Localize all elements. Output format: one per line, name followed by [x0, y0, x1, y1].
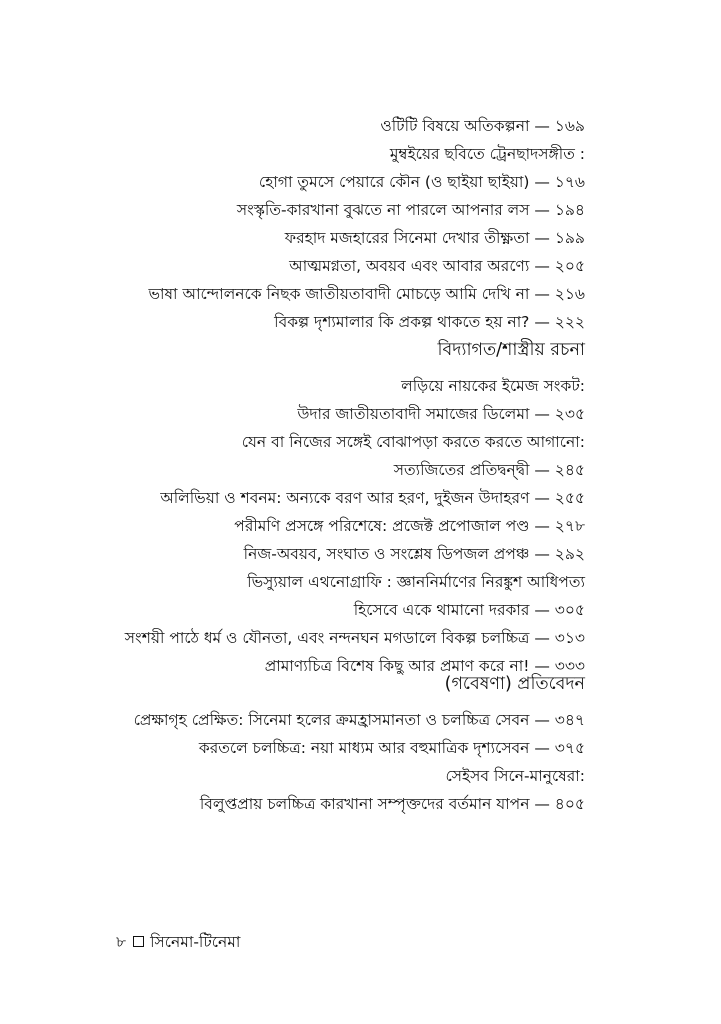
toc-entry: নিজ-অবয়ব, সংঘাত ও সংশ্লেষ ডিপজল প্রপঞ্চ — ২৯২	[243, 545, 585, 563]
toc-entry: ওটিটি বিষয়ে অতিকল্পনা — ১৬৯	[380, 117, 585, 135]
toc-entry: সংশয়ী পাঠে ধর্ম ও যৌনতা, এবং নন্দনঘন মগডালে বিকল্প চলচ্চিত্র — ৩১৩	[124, 629, 585, 647]
toc-entry: ভাষা আন্দোলনকে নিছক জাতীয়তাবাদী মোচড়ে আমি দেখি না — ২১৬	[148, 285, 585, 303]
toc-section-essays	[148, 112, 585, 336]
toc-section-research	[134, 706, 585, 818]
toc-entry: লড়িয়ে নায়কের ইমেজ সংকট:	[401, 377, 585, 395]
toc-entry: সত্যজিতের প্রতিদ্বন্দ্বী — ২৪৫	[393, 461, 585, 479]
toc-entry: করতলে চলচ্চিত্র: নয়া মাধ্যম আর বহুমাত্রিক দৃশ্যসেবন — ৩৭৫	[198, 739, 585, 757]
toc-entry: সেইসব সিনে-মানুষেরা:	[445, 767, 585, 785]
toc-entry: ভিস্যুয়াল এথনোগ্রাফি : জ্ঞাননির্মাণের নিরঙ্কুশ আধিপত্য	[247, 573, 585, 591]
toc-entry: বিকল্প দৃশ্যমালার কি প্রকল্প থাকতে হয় না? — ২২২	[274, 313, 585, 331]
toc-entry: উদার জাতীয়তাবাদী সমাজের ডিলেমা — ২৩৫	[297, 405, 585, 423]
toc-entry: প্রামাণ্যচিত্র বিশেষ কিছু আর প্রমাণ করে না! — ৩৩৩	[264, 657, 585, 675]
section-heading-research: (গবেষণা) প্রতিবেদন	[444, 674, 585, 694]
toc-entry: মুম্বইয়ের ছবিতে ট্রেনছাদসঙ্গীত :	[389, 145, 585, 163]
toc-entry: ফরহাদ মজহারের সিনেমা দেখার তীক্ষ্ণতা — ১৯৯	[284, 229, 585, 247]
page-footer	[116, 930, 240, 954]
square-icon	[133, 936, 144, 947]
toc-entry: অলিভিয়া ও শবনম: অন্যকে বরণ আর হরণ, দুইজন উদাহরণ — ২৫৫	[160, 489, 585, 507]
toc-entry: পরীমণি প্রসঙ্গে পরিশেষে: প্রজেক্ট প্রপোজাল পণ্ড — ২৭৮	[234, 517, 585, 535]
toc-entry: প্রেক্ষাগৃহ প্রেক্ষিত: সিনেমা হলের ক্রমহ্রাসমানতা ও চলচ্চিত্র সেবন — ৩৪৭	[133, 711, 585, 729]
toc-entry: হোগা তুমসে পেয়ারে কৌন (ও ছাইয়া ছাইয়া) — ১৭৬	[258, 173, 585, 191]
toc-entry: হিসেবে একে থামানো দরকার — ৩০৫	[353, 601, 585, 619]
toc-entry: যেন বা নিজের সঙ্গেই বোঝাপড়া করতে করতে আগানো:	[241, 433, 585, 451]
section-heading-academic: বিদ্যাগত/শাস্ত্রীয় রচনা	[437, 340, 585, 360]
toc-entry: বিলুপ্তপ্রায় চলচ্চিত্র কারখানা সম্পৃক্তদের বর্তমান যাপন — ৪০৫	[199, 795, 585, 813]
toc-entry: আত্মমগ্নতা, অবয়ব এবং আবার অরণ্যে — ২০৫	[289, 257, 585, 275]
toc-section-academic	[125, 372, 585, 680]
book-title: সিনেমা-টিনেমা	[150, 933, 241, 951]
toc-entry: সংস্কৃতি-কারখানা বুঝতে না পারলে আপনার লস — ১৯৪	[236, 201, 585, 219]
page-number: ৮	[116, 933, 127, 951]
